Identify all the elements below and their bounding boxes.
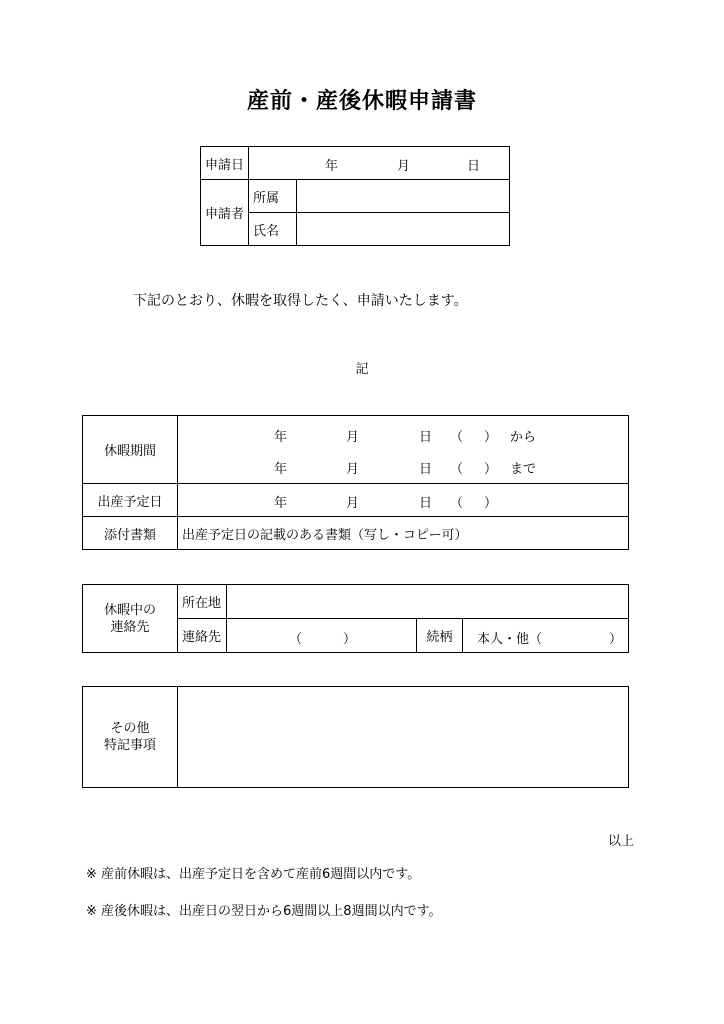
from-paren-open: （ <box>450 430 464 445</box>
from-paren-close: ） <box>484 430 498 445</box>
due-month-label: 月 <box>346 496 360 511</box>
other-label-line1: その他 <box>110 721 150 736</box>
to-paren-open: （ <box>450 461 464 477</box>
phone-label: 連絡先 <box>178 619 227 653</box>
due-date-label: 出産予定日 <box>83 484 178 517</box>
to-paren-close: ） <box>484 461 498 477</box>
other-notes-table <box>82 686 629 788</box>
contact-section-label <box>83 585 178 653</box>
page-title: 産前・産後休暇申請書 <box>246 89 477 114</box>
closing-mark: 以上 <box>608 834 635 849</box>
name-label: 氏名 <box>249 213 297 246</box>
note-prenatal: ※ 産前休暇は、出産予定日を含めて産前6週間以内です。 <box>86 867 421 882</box>
due-day-label: 日 <box>419 496 433 511</box>
ki-mark: 記 <box>355 362 369 377</box>
other-notes-field[interactable] <box>178 687 629 788</box>
month-label: 月 <box>397 159 411 174</box>
relation-label: 続柄 <box>417 619 463 653</box>
to-year-label: 年 <box>274 461 288 477</box>
applicant-table <box>200 146 510 246</box>
affiliation-field[interactable] <box>297 180 510 213</box>
phone-paren-open: （ <box>289 632 303 647</box>
phone-field[interactable] <box>227 619 417 653</box>
from-year-label: 年 <box>274 430 288 445</box>
contact-table <box>82 584 629 653</box>
from-suffix: から <box>510 430 537 445</box>
other-notes-label <box>83 687 178 788</box>
affiliation-label: 所属 <box>249 180 297 213</box>
relation-value-prefix: 本人・他（ <box>477 632 543 647</box>
relation-value-suffix: ） <box>609 632 623 647</box>
due-year-label: 年 <box>274 496 288 511</box>
attachment-value: 出産予定日の記載のある書類（写し・コピー可） <box>178 517 629 550</box>
to-suffix: まで <box>510 461 537 477</box>
applicant-label: 申請者 <box>201 180 249 246</box>
phone-paren-close: ） <box>343 632 357 647</box>
due-date-field[interactable] <box>178 484 629 517</box>
period-from-field[interactable] <box>178 416 629 450</box>
attachment-label: 添付書類 <box>83 517 178 550</box>
to-month-label: 月 <box>346 461 360 477</box>
address-field[interactable] <box>227 585 629 619</box>
relation-field[interactable] <box>463 619 629 653</box>
name-field[interactable] <box>297 213 510 246</box>
from-month-label: 月 <box>346 430 360 445</box>
contact-label-line1: 休暇中の <box>103 602 156 618</box>
due-paren-open: （ <box>450 496 464 511</box>
period-label: 休暇期間 <box>83 416 178 484</box>
period-to-field[interactable] <box>178 450 629 484</box>
year-label: 年 <box>325 159 339 174</box>
day-label: 日 <box>467 159 481 174</box>
leave-table <box>82 415 629 550</box>
lead-text: 下記のとおり、休暇を取得したく、申請いたします。 <box>133 293 468 309</box>
contact-label-line2: 連絡先 <box>110 619 150 635</box>
address-label: 所在地 <box>178 585 227 619</box>
note-postnatal: ※ 産後休暇は、出産日の翌日から6週間以上8週間以内です。 <box>86 904 442 919</box>
other-label-line2: 特記事項 <box>103 738 156 753</box>
to-day-label: 日 <box>419 461 433 477</box>
from-day-label: 日 <box>419 430 433 445</box>
application-date-field[interactable] <box>249 147 510 180</box>
date-label: 申請日 <box>201 147 249 180</box>
due-paren-close: ） <box>484 496 498 511</box>
